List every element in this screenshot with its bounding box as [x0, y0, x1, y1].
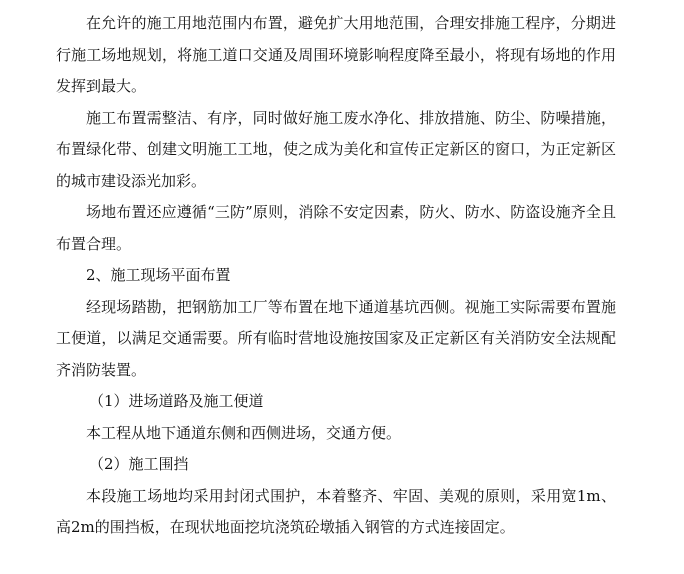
- subheading-enclosure: （2）施工围挡: [89, 455, 189, 473]
- paragraph-site-survey: 经现场踏勘，把钢筋加工厂等布置在地下通道基坑西侧。视施工实际需要布置施工便道，以满足交通需要。所有临时营地设施按国家及正定新区有关消防安全法规配齐消防装置。: [56, 297, 616, 379]
- document-body: [56, 8, 616, 544]
- subheading-access-road: （1）进场道路及施工便道: [89, 392, 264, 410]
- section-heading-site-plan: 2、施工现场平面布置: [86, 266, 231, 284]
- paragraph-three-prevention: 场地布置还应遵循“三防”原则，消除不安定因素，防火、防水、防盗设施齐全且布置合理。: [56, 203, 616, 253]
- paragraph-access-road: 本工程从地下通道东侧和西侧进场，交通方便。: [86, 423, 402, 442]
- paragraph-enclosure: 本段施工场地均采用封闭式围护，本着整齐、牢固、美观的原则，采用宽1m、高2m的围挡板，在现状地面挖坑浇筑砼墩插入钢管的方式连接固定。: [56, 486, 616, 536]
- paragraph-site-layout-principle: 在允许的施工用地范围内布置，避免扩大用地范围，合理安排施工程序，分期进行施工场地规划，将施工道口交通及周围环境影响程度降至最小，将现有场地的作用发挥到最大。: [56, 14, 616, 95]
- paragraph-tidy-layout: 施工布置需整洁、有序，同时做好施工废水净化、排放措施、防尘、防噪措施，布置绿化带、创建文明施工工地，使之成为美化和宣传正定新区的窗口，为正定新区的城市建设添光加彩。: [56, 108, 616, 190]
